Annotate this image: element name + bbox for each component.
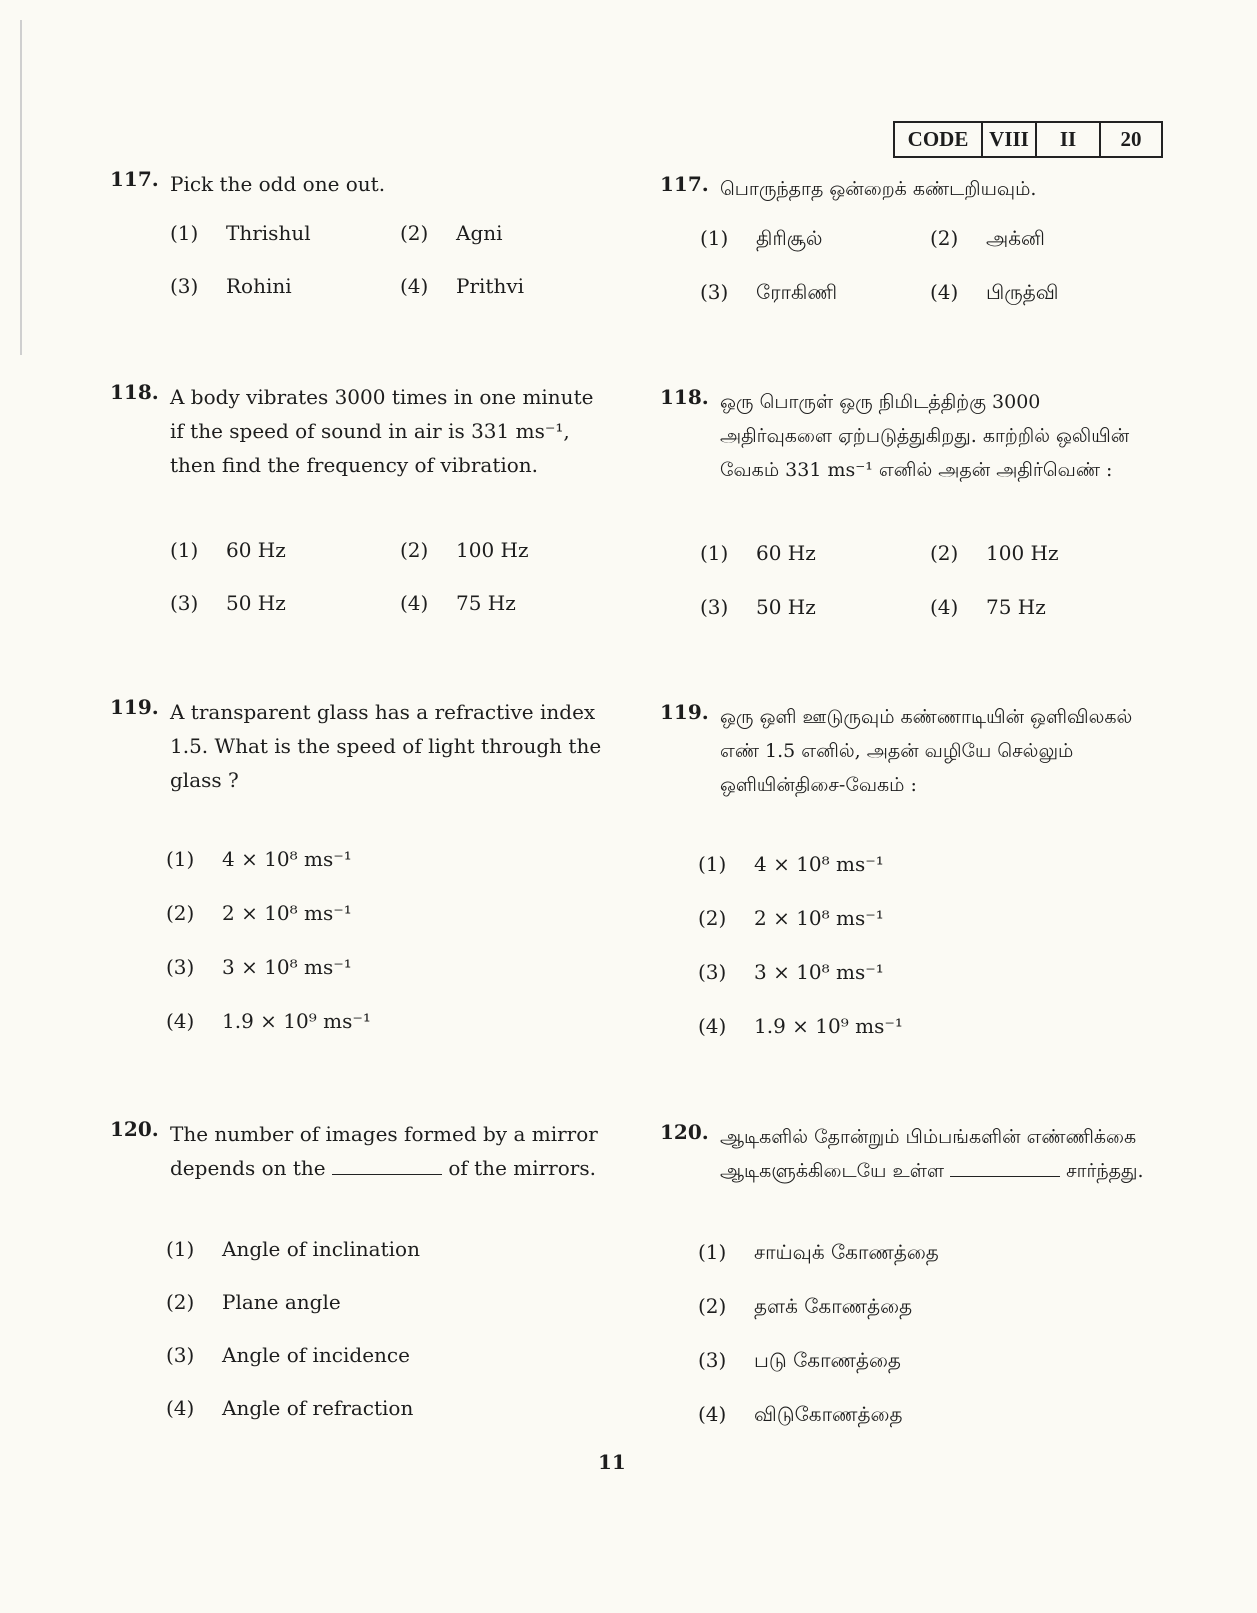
question-text-before: ஆடிகளில் தோன்றும் பிம்பங்களின் எண்ணிக்கை ஆடிகளுக்கிடையே உள்ள (720, 1126, 1137, 1182)
option-number: (2) (698, 906, 727, 930)
code-set: VIII (983, 123, 1037, 156)
option-text: 1.9 × 10⁹ ms⁻¹ (222, 1009, 371, 1033)
option-text: Angle of refraction (222, 1396, 414, 1420)
option-number: (3) (166, 955, 195, 979)
option-number: (4) (400, 274, 429, 298)
option-text: Thrishul (226, 221, 311, 245)
option-number: (2) (930, 226, 959, 250)
option-number: (1) (170, 538, 199, 562)
option-text: 3 × 10⁸ ms⁻¹ (222, 955, 352, 979)
option-number: (3) (166, 1343, 195, 1367)
question-number: 117. (110, 167, 159, 191)
option-number: (4) (930, 595, 959, 619)
option-number: (1) (698, 852, 727, 876)
option-text: 2 × 10⁸ ms⁻¹ (754, 906, 884, 930)
option-number: (2) (698, 1294, 727, 1318)
option-number: (4) (400, 591, 429, 615)
question-number: 118. (660, 385, 709, 409)
option-text: Rohini (226, 274, 292, 298)
option-number: (1) (166, 847, 195, 871)
option-number: (3) (700, 280, 729, 304)
option-text: தளக் கோணத்தை (754, 1294, 913, 1318)
option-text: 4 × 10⁸ ms⁻¹ (222, 847, 352, 871)
fill-in-blank (332, 1156, 442, 1175)
question-number: 119. (660, 700, 709, 724)
option-number: (3) (170, 591, 199, 615)
option-number: (3) (170, 274, 199, 298)
option-number: (3) (700, 595, 729, 619)
scan-margin-line (20, 20, 22, 355)
option-text: Angle of inclination (222, 1237, 420, 1261)
question-text-after: சார்ந்தது. (1066, 1160, 1144, 1182)
option-number: (2) (400, 221, 429, 245)
option-text: Agni (456, 221, 503, 245)
option-text: ரோகிணி (756, 280, 838, 304)
option-number: (4) (698, 1014, 727, 1038)
option-text: படு கோணத்தை (754, 1348, 901, 1372)
option-number: (2) (166, 1290, 195, 1314)
question-number: 117. (660, 172, 709, 196)
option-text: 100 Hz (456, 538, 529, 562)
option-number: (1) (700, 541, 729, 565)
question-number: 119. (110, 695, 159, 719)
page-number: 11 (598, 1450, 626, 1474)
option-number: (4) (698, 1402, 727, 1426)
option-text: Prithvi (456, 274, 525, 298)
question-text: Pick the odd one out. (170, 172, 386, 196)
question-text: பொருந்தாத ஒன்றைக் கண்டறியவும். (720, 178, 1037, 200)
option-number: (2) (930, 541, 959, 565)
option-text: 75 Hz (456, 591, 516, 615)
code-label: CODE (895, 123, 983, 156)
option-number: (2) (166, 901, 195, 925)
option-number: (4) (166, 1396, 195, 1420)
question-text (170, 1117, 605, 1185)
question-text: A body vibrates 3000 times in one minute if the speed of sound in air is 331 ms⁻¹, then find the frequency of vibration. (170, 385, 594, 477)
option-text: சாய்வுக் கோணத்தை (754, 1240, 939, 1264)
question-text-before: The number of images formed by a mirror depends on the (170, 1122, 598, 1180)
option-text: திரிசூல் (756, 226, 823, 250)
question-number: 118. (110, 380, 159, 404)
option-number: (4) (930, 280, 959, 304)
option-text: 75 Hz (986, 595, 1046, 619)
option-text: 100 Hz (986, 541, 1059, 565)
option-number: (4) (166, 1009, 195, 1033)
option-text: பிருத்வி (986, 280, 1059, 304)
question-number: 120. (110, 1117, 159, 1141)
option-text: Plane angle (222, 1290, 341, 1314)
question-text: ஒரு பொருள் ஒரு நிமிடத்திற்கு 3000 அதிர்வுகளை ஏற்படுத்துகிறது. காற்றில் ஒலியின் வேகம் 331 ms⁻¹ எனில் அதன் அதிர்வெண் : (720, 391, 1130, 481)
option-text: 50 Hz (756, 595, 816, 619)
option-number: (1) (166, 1237, 195, 1261)
option-number: (2) (400, 538, 429, 562)
option-text: அக்னி (986, 226, 1045, 250)
question-text: A transparent glass has a refractive index 1.5. What is the speed of light through the glass ? (170, 700, 602, 792)
option-text: 50 Hz (226, 591, 286, 615)
english-column (110, 0, 605, 1613)
option-text: 4 × 10⁸ ms⁻¹ (754, 852, 884, 876)
option-text: 2 × 10⁸ ms⁻¹ (222, 901, 352, 925)
option-text: 3 × 10⁸ ms⁻¹ (754, 960, 884, 984)
question-number: 120. (660, 1120, 709, 1144)
option-text: விடுகோணத்தை (754, 1402, 903, 1426)
tamil-column (660, 0, 1145, 1613)
option-text: 1.9 × 10⁹ ms⁻¹ (754, 1014, 903, 1038)
option-number: (1) (700, 226, 729, 250)
question-text (720, 1120, 1145, 1188)
option-text: 60 Hz (756, 541, 816, 565)
code-paper: II (1037, 123, 1101, 156)
option-number: (1) (170, 221, 199, 245)
option-text: 60 Hz (226, 538, 286, 562)
option-number: (3) (698, 960, 727, 984)
fill-in-blank (950, 1158, 1060, 1177)
question-text-after: of the mirrors. (448, 1156, 596, 1180)
question-text: ஒரு ஒளி ஊடுருவும் கண்ணாடியின் ஒளிவிலகல் எண் 1.5 எனில், அதன் வழியே செல்லும் ஒளியின்திசை-வேகம் : (720, 706, 1133, 796)
code-number: 20 (1120, 127, 1142, 151)
option-number: (1) (698, 1240, 727, 1264)
option-text: Angle of incidence (222, 1343, 410, 1367)
option-number: (3) (698, 1348, 727, 1372)
